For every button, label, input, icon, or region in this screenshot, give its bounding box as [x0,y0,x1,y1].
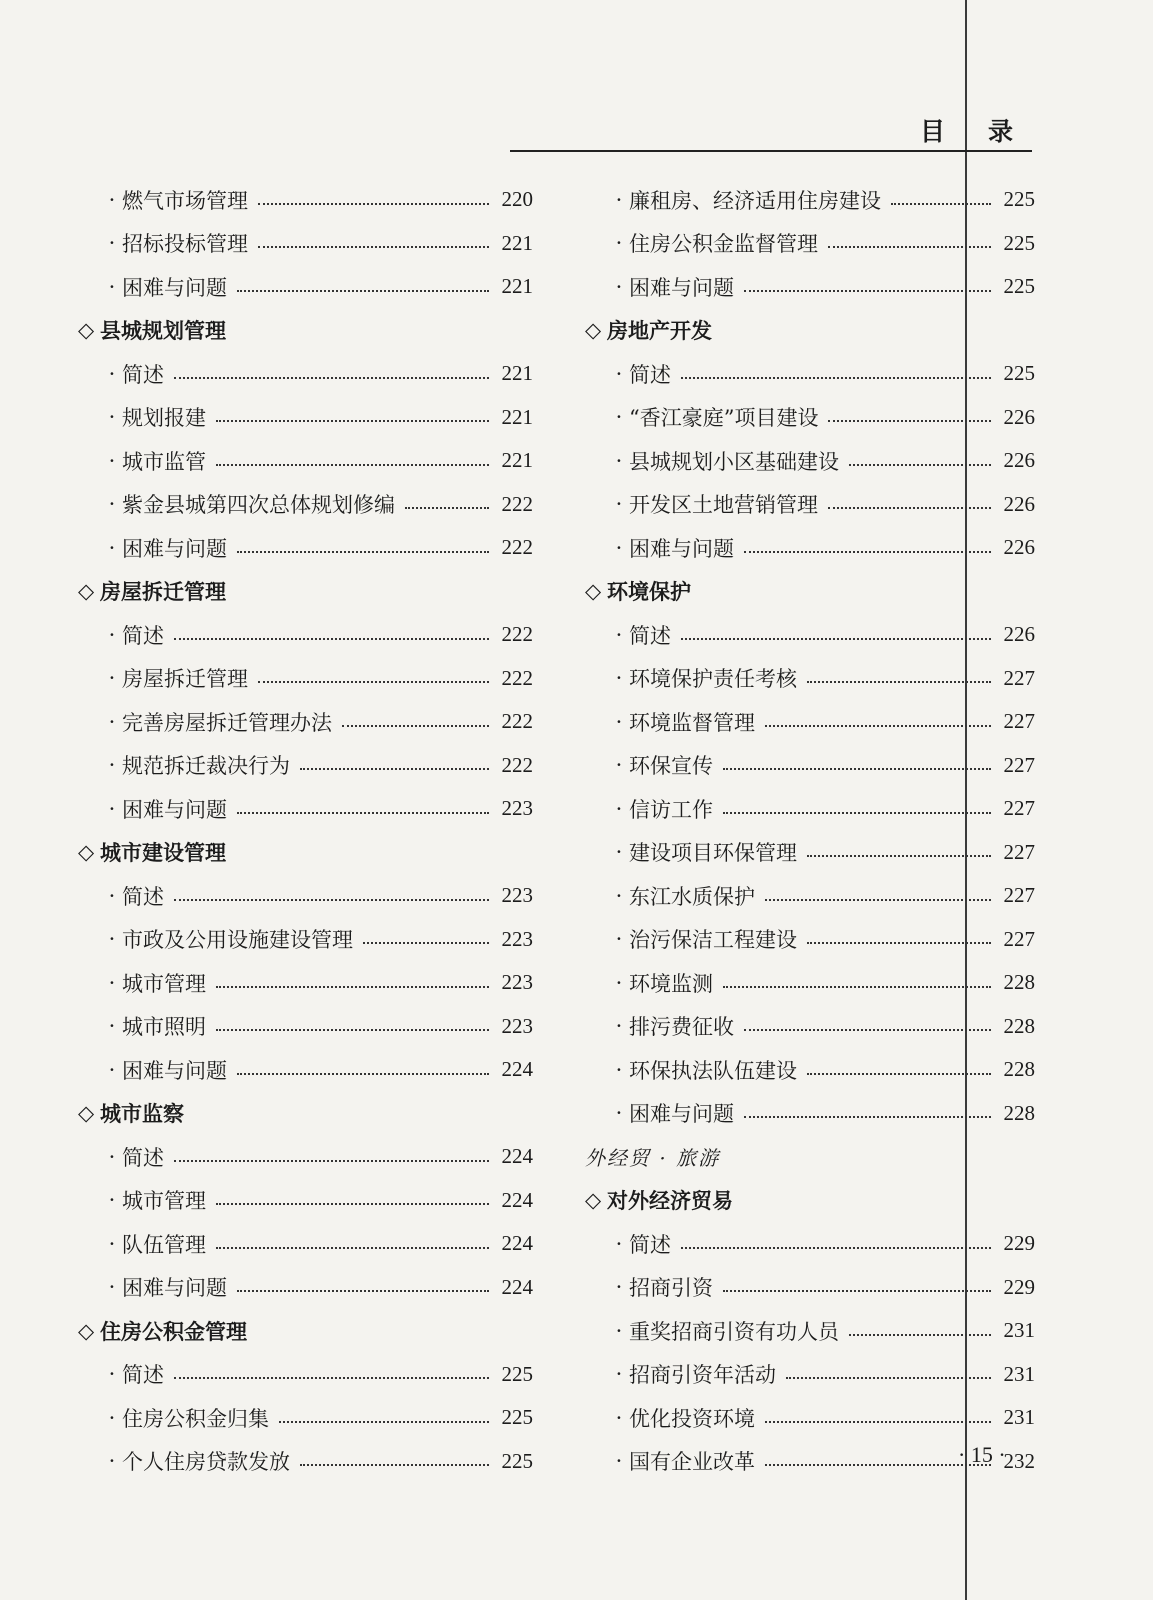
dot-leader [237,290,489,292]
toc-entry [78,439,533,483]
entry-page-number: 224 [501,1144,533,1169]
dot-leader [216,986,489,988]
bullet-dot: · [615,796,623,821]
entry-title: “香江豪庭”项目建设 [629,406,819,431]
bullet-dot: · [615,448,623,473]
entry-page-number: 221 [501,404,533,429]
dot-leader [723,986,991,988]
bullet-dot: · [615,405,623,430]
toc-entry [585,1353,1035,1397]
dot-leader [765,725,991,727]
toc-entry [585,1266,1035,1310]
toc-section-heading [78,1309,533,1353]
entry-page-number: 224 [501,1231,533,1256]
bullet-dot: · [108,709,116,734]
entry-page-number: 224 [501,1274,533,1299]
bullet-dot: · [615,1405,623,1430]
entry-title: 优化投资环境 [629,1406,755,1431]
entry-page-number: 223 [501,1013,533,1038]
bullet-dot: · [108,231,116,256]
entry-title: 困难与问题 [629,536,734,561]
entry-page-number: 225 [1003,187,1035,212]
bullet-dot: · [615,1275,623,1300]
entry-title: 城市管理 [122,971,206,996]
entry-title: 城市监管 [122,449,206,474]
dot-leader [258,681,489,683]
header-rule [510,150,1032,152]
entry-title: 城市照明 [122,1015,206,1040]
entry-page-number: 222 [501,665,533,690]
entry-title: 房屋拆迁管理 [122,667,248,692]
entry-title: 困难与问题 [122,1058,227,1083]
toc-entry [585,831,1035,875]
dot-leader [237,551,489,553]
dot-leader [258,203,489,205]
entry-page-number: 226 [1003,622,1035,647]
entry-title: 规划报建 [122,406,206,431]
entry-page-number: 226 [1003,404,1035,429]
entry-page-number: 232 [1003,1448,1035,1473]
entry-title: 建设项目环保管理 [629,841,797,866]
toc-entry [78,700,533,744]
toc-entry [78,222,533,266]
bullet-dot: · [108,796,116,821]
dot-leader [849,464,991,466]
entry-title: 燃气市场管理 [122,188,248,213]
entry-title: 开发区土地营销管理 [629,493,818,518]
bullet-dot: · [615,1057,623,1082]
entry-title: 国有企业改革 [629,1450,755,1475]
bullet-dot: · [108,666,116,691]
bullet-dot: · [108,535,116,560]
entry-page-number: 221 [501,274,533,299]
dot-leader [744,1116,991,1118]
entry-page-number: 231 [1003,1405,1035,1430]
entry-page-number: 223 [501,883,533,908]
bullet-dot: · [615,1449,623,1474]
dot-leader [723,1290,991,1292]
dot-leader [723,768,991,770]
entry-title: 简述 [122,1145,164,1170]
bullet-dot: · [108,883,116,908]
dot-leader [765,1421,991,1423]
entry-page-number: 226 [1003,491,1035,516]
dot-leader [174,899,489,901]
header-char-2: 录 [988,117,1014,146]
entry-page-number: 228 [1003,1100,1035,1125]
bullet-dot: · [108,753,116,778]
toc-entry [78,396,533,440]
bullet-dot: · [615,492,623,517]
toc-section-heading [585,570,1035,614]
section-title: 房地产开发 [607,318,712,344]
dot-leader [300,768,489,770]
dot-leader [279,1421,489,1423]
bullet-dot: · [615,274,623,299]
entry-page-number: 226 [1003,448,1035,473]
entry-title: 住房公积金监督管理 [629,232,818,257]
entry-title: 招标投标管理 [122,232,248,257]
dot-leader [405,507,489,509]
bullet-dot: · [108,492,116,517]
dot-leader [174,1377,489,1379]
toc-entry [585,526,1035,570]
bullet-dot: · [108,622,116,647]
bullet-dot: · [108,1188,116,1213]
entry-title: 困难与问题 [122,275,227,300]
entry-page-number: 227 [1003,839,1035,864]
toc-entry [78,483,533,527]
dot-leader [807,855,991,857]
entry-page-number: 225 [501,1405,533,1430]
diamond-icon: ◇ [78,1318,95,1343]
entry-title: 市政及公用设施建设管理 [122,928,353,953]
toc-entry [585,222,1035,266]
running-header [920,112,1025,146]
dot-leader [744,551,991,553]
entry-page-number: 226 [1003,535,1035,560]
entry-title: 困难与问题 [629,1102,734,1127]
dot-leader [300,1464,489,1466]
entry-page-number: 225 [1003,274,1035,299]
toc-entry [78,918,533,962]
dot-leader [744,290,991,292]
toc-entry [585,918,1035,962]
toc-entry [585,657,1035,701]
toc-entry [78,874,533,918]
toc-section-heading [78,309,533,353]
bullet-dot: · [108,1362,116,1387]
entry-page-number: 223 [501,796,533,821]
entry-page-number: 222 [501,535,533,560]
entry-title: 简述 [122,1363,164,1388]
diamond-icon: ◇ [78,318,95,343]
entry-title: 招商引资 [629,1276,713,1301]
toc-entry [585,1396,1035,1440]
dot-leader [216,1203,489,1205]
bullet-dot: · [108,1449,116,1474]
bullet-dot: · [108,361,116,386]
toc-entry [78,1396,533,1440]
entry-page-number: 224 [501,1187,533,1212]
dot-leader [807,1073,991,1075]
entry-page-number: 227 [1003,752,1035,777]
toc-entry [585,178,1035,222]
toc-category-heading [585,1135,1035,1179]
entry-page-number: 228 [1003,970,1035,995]
diamond-icon: ◇ [585,318,602,343]
category-title: 外经贸 · 旅游 [585,1146,721,1171]
toc-entry [78,1048,533,1092]
header-char-1: 目 [920,117,946,146]
entry-title: 困难与问题 [122,536,227,561]
section-title: 城市监察 [100,1101,184,1127]
toc-entry [585,613,1035,657]
bullet-dot: · [615,709,623,734]
toc-entry [585,1048,1035,1092]
dot-leader [807,681,991,683]
toc-entry [78,961,533,1005]
bullet-dot: · [615,1318,623,1343]
dot-leader [342,725,489,727]
entry-title: 环保执法队伍建设 [629,1058,797,1083]
entry-title: 环保宣传 [629,754,713,779]
toc-entry [78,1222,533,1266]
section-title: 对外经济贸易 [607,1188,733,1214]
dot-leader [216,1247,489,1249]
entry-title: 环境保护责任考核 [629,667,797,692]
toc-entry [78,744,533,788]
toc-section-heading [78,1092,533,1136]
bullet-dot: · [615,1362,623,1387]
entry-title: 困难与问题 [122,797,227,822]
entry-title: 紫金县城第四次总体规划修编 [122,493,395,518]
entry-title: 排污费征收 [629,1015,734,1040]
bullet-dot: · [615,970,623,995]
dot-leader [216,464,489,466]
bullet-dot: · [615,187,623,212]
diamond-icon: ◇ [585,579,602,604]
dot-leader [681,638,991,640]
bullet-dot: · [108,927,116,952]
dot-leader [681,377,991,379]
dot-leader [363,942,489,944]
toc-entry [585,1309,1035,1353]
diamond-icon: ◇ [585,1188,602,1213]
entry-page-number: 225 [501,1361,533,1386]
dot-leader [237,1290,489,1292]
entry-title: 困难与问题 [629,275,734,300]
bullet-dot: · [615,883,623,908]
entry-title: 规范拆迁裁决行为 [122,754,290,779]
diamond-icon: ◇ [78,579,95,604]
entry-title: 环境监测 [629,971,713,996]
entry-page-number: 221 [501,230,533,255]
dot-leader [744,1029,991,1031]
bullet-dot: · [108,1231,116,1256]
toc-entry [585,787,1035,831]
toc-section-heading [585,309,1035,353]
toc-entry [78,1135,533,1179]
entry-page-number: 229 [1003,1231,1035,1256]
section-title: 住房公积金管理 [100,1318,247,1344]
dot-leader [174,1160,489,1162]
dot-leader [237,1073,489,1075]
entry-page-number: 227 [1003,883,1035,908]
entry-title: 队伍管理 [122,1232,206,1257]
toc-entry [585,700,1035,744]
entry-page-number: 225 [501,1448,533,1473]
toc-entry [585,352,1035,396]
toc-section-heading [78,831,533,875]
toc-section-heading [78,570,533,614]
bullet-dot: · [108,1144,116,1169]
bullet-dot: · [108,187,116,212]
dot-leader [681,1247,991,1249]
dot-leader [237,812,489,814]
diamond-icon: ◇ [78,1101,95,1126]
toc-entry [585,1092,1035,1136]
entry-title: 完善房屋拆迁管理办法 [122,710,332,735]
dot-leader [786,1377,991,1379]
entry-page-number: 228 [1003,1057,1035,1082]
toc-section-heading [585,1179,1035,1223]
entry-title: 简述 [629,623,671,648]
entry-page-number: 222 [501,491,533,516]
entry-title: 简述 [122,884,164,909]
dot-leader [765,899,991,901]
entry-page-number: 223 [501,970,533,995]
entry-page-number: 225 [1003,230,1035,255]
entry-page-number: 231 [1003,1361,1035,1386]
toc-entry [585,961,1035,1005]
toc-entry [585,396,1035,440]
entry-page-number: 222 [501,709,533,734]
toc-left-column [78,178,533,1483]
entry-title: 廉租房、经济适用住房建设 [629,188,881,213]
bullet-dot: · [615,361,623,386]
entry-page-number: 221 [501,361,533,386]
bullet-dot: · [615,666,623,691]
entry-page-number: 221 [501,448,533,473]
toc-entry [78,657,533,701]
section-title: 环境保护 [607,579,691,605]
entry-title: 简述 [629,1232,671,1257]
toc-entry [78,526,533,570]
toc-entry [585,744,1035,788]
entry-page-number: 225 [1003,361,1035,386]
entry-title: 个人住房贷款发放 [122,1450,290,1475]
entry-title: 简述 [122,623,164,648]
toc-entry [585,265,1035,309]
toc-entry [78,265,533,309]
toc-entry [585,439,1035,483]
toc-entry [585,1222,1035,1266]
entry-page-number: 220 [501,187,533,212]
dot-leader [258,246,489,248]
dot-leader [807,942,991,944]
entry-page-number: 222 [501,752,533,777]
bullet-dot: · [615,840,623,865]
toc-entry [78,787,533,831]
toc-entry [585,1005,1035,1049]
dot-leader [828,507,991,509]
bullet-dot: · [108,1057,116,1082]
toc-entry [78,1440,533,1484]
entry-page-number: 229 [1003,1274,1035,1299]
bullet-dot: · [615,535,623,560]
toc-right-column [585,178,1035,1483]
entry-title: 城市管理 [122,1189,206,1214]
entry-title: 东江水质保护 [629,884,755,909]
dot-leader [174,377,489,379]
entry-page-number: 222 [501,622,533,647]
section-title: 房屋拆迁管理 [100,579,226,605]
dot-leader [849,1334,991,1336]
entry-title: 简述 [629,362,671,387]
dot-leader [216,420,489,422]
entry-title: 困难与问题 [122,1276,227,1301]
entry-title: 县城规划小区基础建设 [629,449,839,474]
toc-entry [78,178,533,222]
bullet-dot: · [615,1014,623,1039]
entry-page-number: 227 [1003,709,1035,734]
toc-entry [585,874,1035,918]
bullet-dot: · [108,448,116,473]
bullet-dot: · [615,753,623,778]
bullet-dot: · [108,274,116,299]
entry-title: 简述 [122,362,164,387]
bullet-dot: · [615,1101,623,1126]
entry-page-number: 227 [1003,926,1035,951]
toc-entry [78,613,533,657]
entry-page-number: 223 [501,926,533,951]
toc-entry [78,352,533,396]
dot-leader [174,638,489,640]
dot-leader [723,812,991,814]
bullet-dot: · [615,622,623,647]
entry-page-number: 227 [1003,796,1035,821]
toc-entry [78,1005,533,1049]
entry-title: 信访工作 [629,797,713,822]
toc-entry [78,1179,533,1223]
entry-page-number: 231 [1003,1318,1035,1343]
entry-title: 住房公积金归集 [122,1406,269,1431]
diamond-icon: ◇ [78,840,95,865]
bullet-dot: · [108,1014,116,1039]
dot-leader [216,1029,489,1031]
bullet-dot: · [108,1275,116,1300]
dot-leader [828,420,991,422]
toc-entry [78,1353,533,1397]
section-title: 城市建设管理 [100,840,226,866]
entry-title: 重奖招商引资有功人员 [629,1319,839,1344]
entry-title: 治污保洁工程建设 [629,928,797,953]
entry-page-number: 227 [1003,665,1035,690]
bullet-dot: · [615,927,623,952]
page-number: · 15 · [958,1442,1006,1467]
bullet-dot: · [615,1231,623,1256]
entry-page-number: 224 [501,1057,533,1082]
entry-page-number: 228 [1003,1013,1035,1038]
dot-leader [828,246,991,248]
entry-title: 招商引资年活动 [629,1363,776,1388]
toc-entry [78,1266,533,1310]
dot-leader [891,203,991,205]
bullet-dot: · [108,970,116,995]
section-title: 县城规划管理 [100,318,226,344]
bullet-dot: · [108,1405,116,1430]
bullet-dot: · [108,405,116,430]
toc-entry [585,483,1035,527]
bullet-dot: · [615,231,623,256]
entry-title: 环境监督管理 [629,710,755,735]
